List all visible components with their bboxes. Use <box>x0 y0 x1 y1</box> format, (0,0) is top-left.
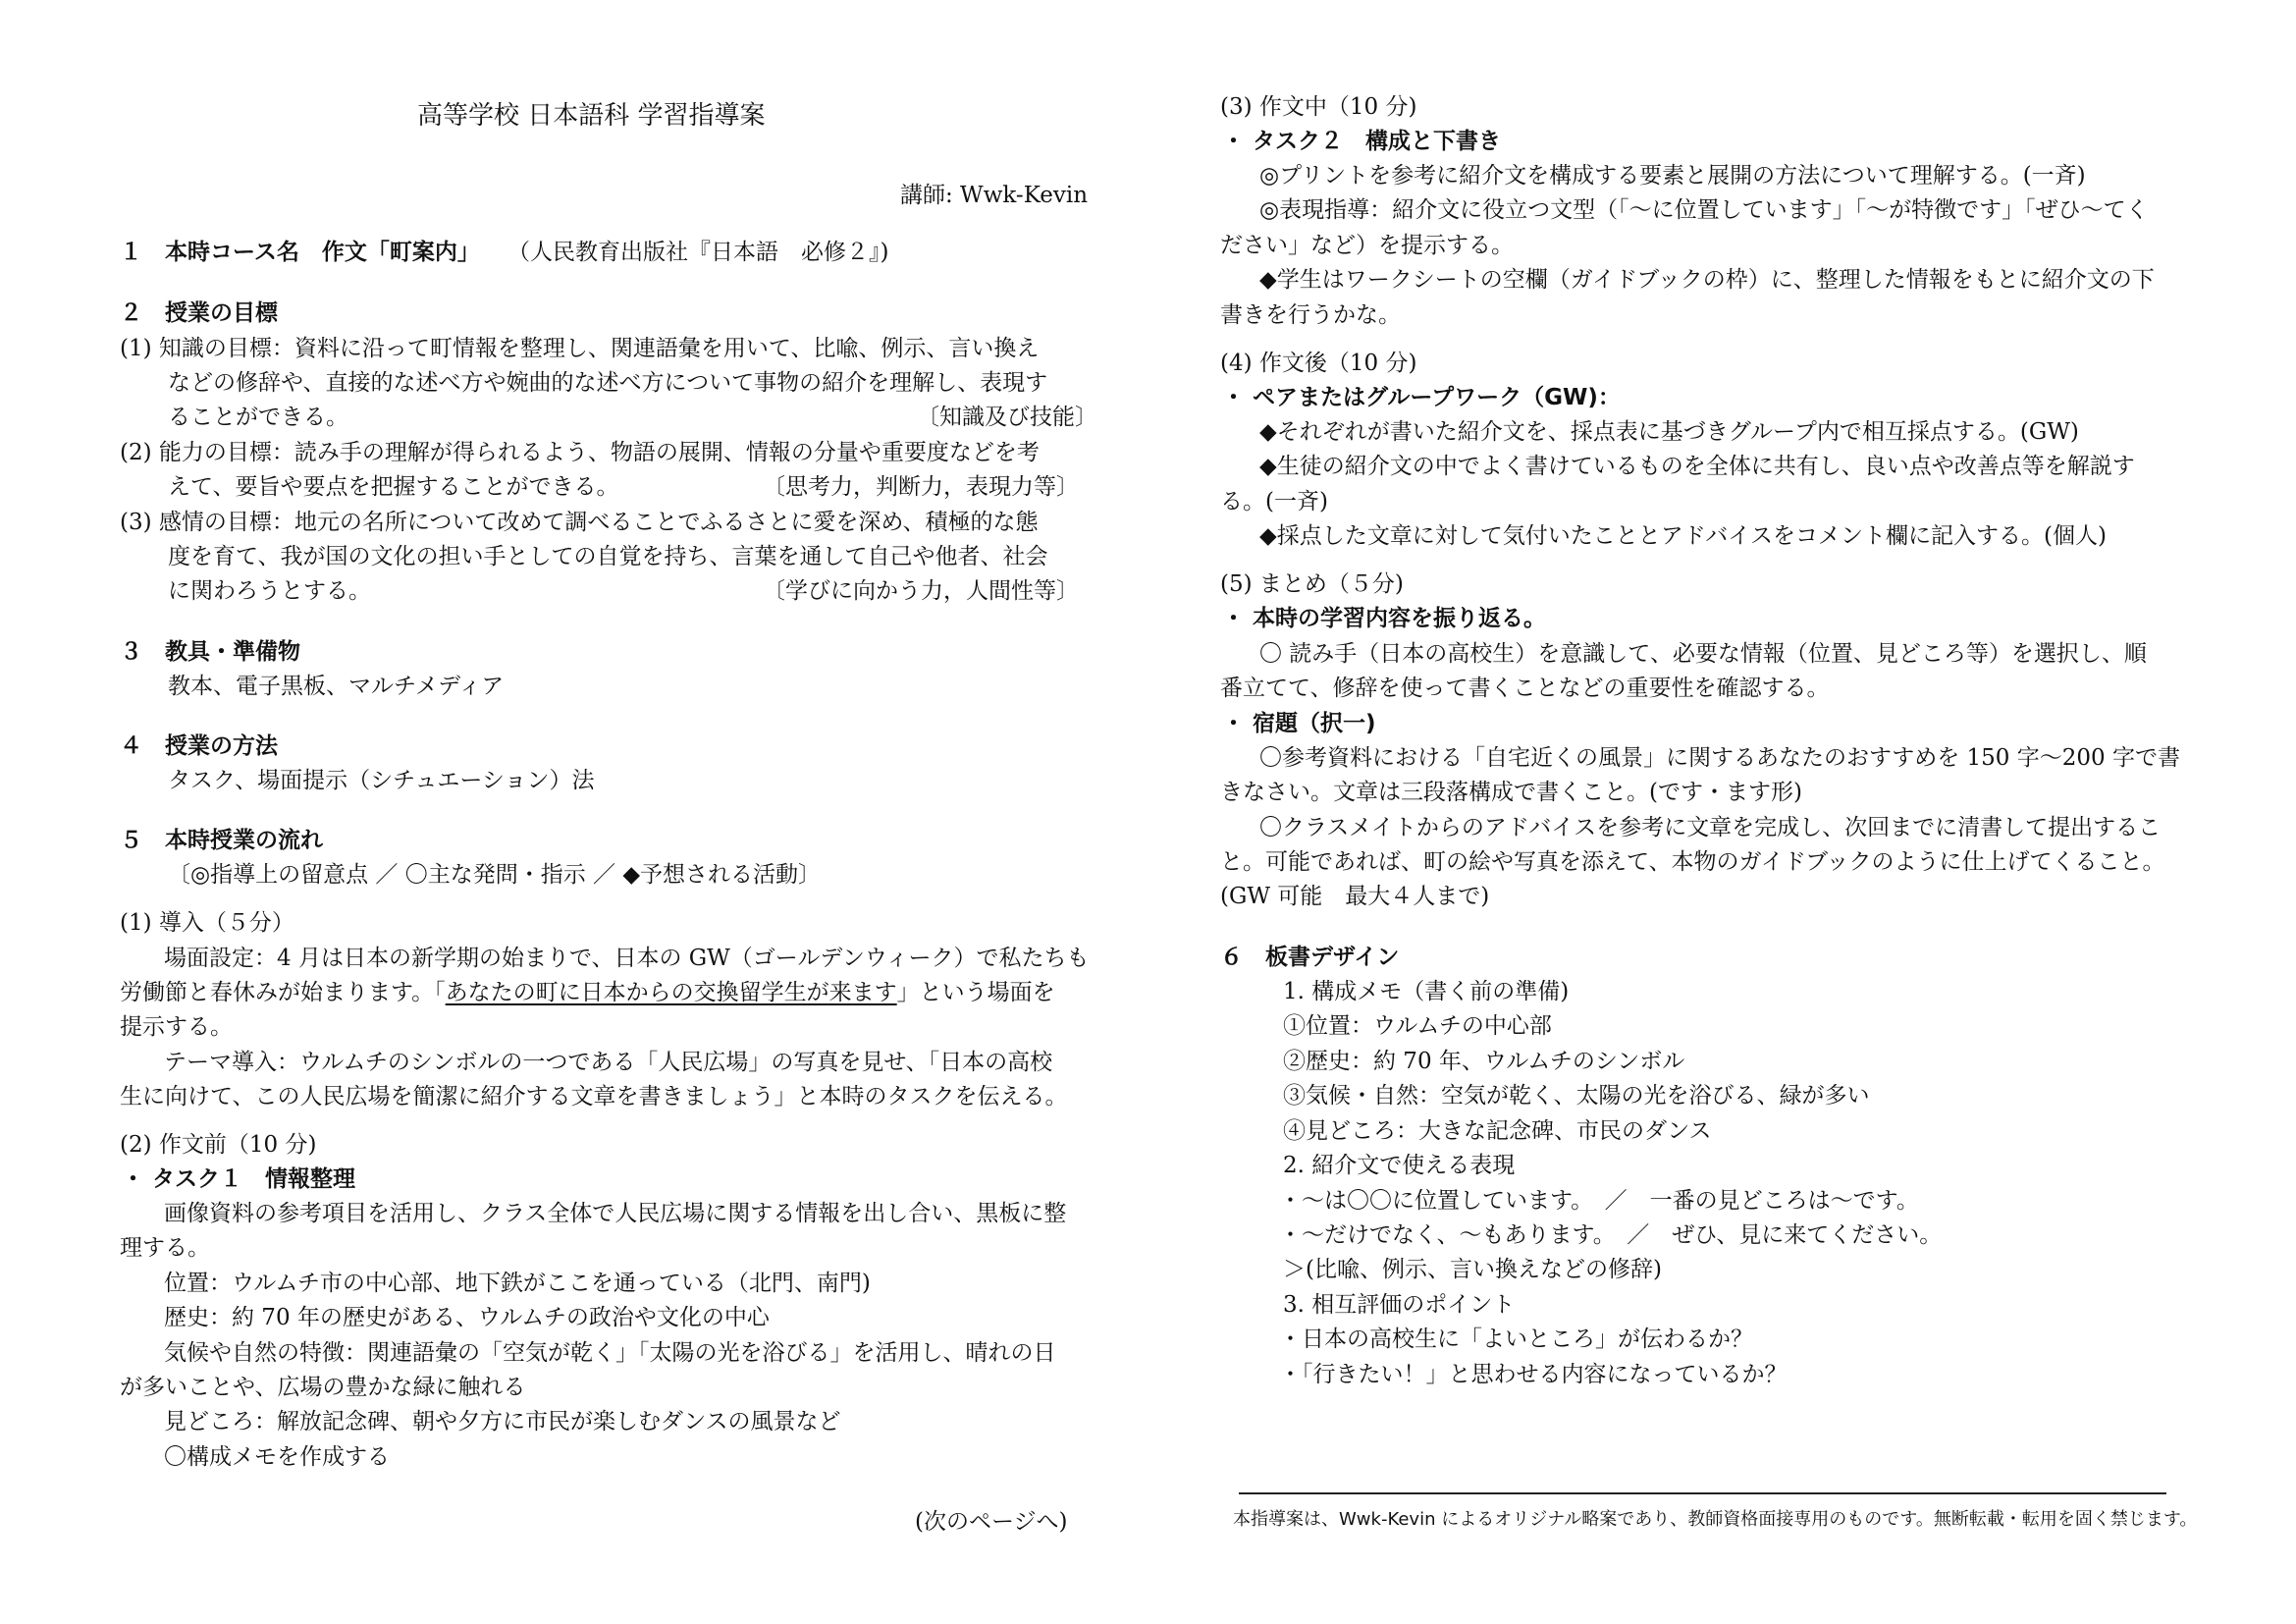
board-item: ①位置：ウルムチの中心部 <box>1283 1013 1552 1039</box>
phase-5-line: 〇 読み手（日本の高校生）を意識して、必要な情報（位置、見どころ等）を選択し、順 <box>1259 641 2147 667</box>
phase-2-line: 歴史：約 70 年の歴史がある、ウルムチの政治や文化の中心 <box>164 1305 770 1330</box>
board-item: ④見どころ：大きな記念碑、市民のダンス <box>1283 1118 1712 1144</box>
phase-4-line: ◆採点した文章に対して気付いたこととアドバイスをコメント欄に記入する。(個人) <box>1259 523 2107 549</box>
phase-5-line: (GW 可能 最大４人まで) <box>1220 884 1490 909</box>
phase-2-line: 見どころ：解放記念碑、朝や夕方に市民が楽しむダンスの風景など <box>164 1409 841 1435</box>
phase-5-line: と。可能であれば、町の絵や写真を添えて、本物のガイドブックのように仕上げてくること。 <box>1220 849 2165 875</box>
goal-line: (3) 感情の目標：地元の名所について改めて調べることでふるさとに愛を深め、積極的な態 <box>120 510 1039 535</box>
board-item: ②歴史：約 70 年、ウルムチのシンボル <box>1283 1049 1685 1074</box>
section-5-legend: 〔◎指導上の留意点 ／ 〇主な発問・指示 ／ ◆予想される活動〕 <box>168 862 822 888</box>
goal-line: 度を育て、我が国の文化の担い手としての自覚を持ち、言葉を通して自己や他者、社会 <box>168 544 1048 569</box>
homework-heading: ・ 宿題（択一) <box>1222 711 1376 736</box>
phase-1-heading: (1) 導入（５分） <box>120 910 294 936</box>
phase-2-line: 気候や自然の特徴：関連語彙の「空気が乾く」「太陽の光を浴びる」を活用し、晴れの日 <box>164 1340 1056 1366</box>
section-1-note: （人民教育出版社『日本語 必修２』) <box>507 240 889 265</box>
board-item: 3. 相互評価のポイント <box>1283 1292 1516 1318</box>
next-page-note: (次のページへ) <box>915 1509 1068 1535</box>
scenario-text: あなたの町に日本からの交換留学生が来ます <box>445 980 897 1005</box>
phase-3-line: ◎表現指導：紹介文に役立つ文型（「～に位置しています」「～が特徴です」「ぜひ～てく <box>1259 197 2149 223</box>
goal-tag: 〔思考力，判断力，表現力等〕 <box>763 474 1079 500</box>
phase-5-line: 〇参考資料における「自宅近くの風景」に関するあなたのおすすめを 150 字～200 字で書 <box>1259 745 2180 771</box>
section-1-heading: １ 本時コース名 作文「町案内」 <box>120 240 480 265</box>
document-title: 高等学校 日本語科 学習指導案 <box>417 101 766 131</box>
board-item: ・～は〇〇に位置しています。 ／ 一番の見どころは～です。 <box>1279 1188 1919 1214</box>
board-item: ＞(比喩、例示、言い換えなどの修辞) <box>1283 1257 1662 1282</box>
section-3-heading: ３ 教具・準備物 <box>120 639 300 665</box>
section-3-body: 教本、電子黒板、マルチメディア <box>168 674 505 699</box>
phase-1-line: 場面設定：4 月は日本の新学期の始まりで、日本の GW（ゴールデンウィーク）で私たちも <box>164 946 1090 971</box>
phase-1-line: テーマ導入：ウルムチのシンボルの一つである「人民広場」の写真を見せ、「日本の高校 <box>164 1050 1053 1075</box>
phase-3-line: 書きを行うかな。 <box>1220 302 1401 328</box>
phase-2-line: が多いことや、広場の豊かな緑に触れる <box>120 1375 526 1400</box>
board-item: ・～だけでなく、～もあります。 ／ ぜひ、見に来てください。 <box>1279 1222 1943 1248</box>
phase-4-line: ◆生徒の紹介文の中でよく書けているものを全体に共有し、良い点や改善点等を解説す <box>1259 454 2135 479</box>
footer-divider <box>1239 1492 2166 1494</box>
phase-2-line: 〇構成メモを作成する <box>164 1444 390 1470</box>
goal-line: などの修辞や、直接的な述べ方や婉曲的な述べ方について事物の紹介を理解し、表現す <box>168 370 1048 396</box>
goal-line: えて、要旨や要点を把握することができる。 <box>168 474 619 500</box>
goal-tag: 〔知識及び技能〕 <box>917 405 1097 430</box>
phase-3-heading: (3) 作文中（10 分) <box>1220 94 1417 120</box>
section-2-heading: ２ 授業の目標 <box>120 300 278 326</box>
task-1-heading: ・ タスク１ 情報整理 <box>122 1166 356 1192</box>
phase-5-heading: (5) まとめ（５分) <box>1220 571 1404 597</box>
teacher-name: 講師: Wwk-Kevin <box>900 183 1089 208</box>
section-5-heading: ５ 本時授業の流れ <box>120 828 323 853</box>
section-6-heading: ６ 板書デザイン <box>1220 945 1400 970</box>
goal-tag: 〔学びに向かう力，人間性等〕 <box>763 578 1079 604</box>
goal-line: (2) 能力の目標：読み手の理解が得られるよう、物語の展開、情報の分量や重要度などを考 <box>120 440 1040 465</box>
phase-2-heading: (2) 作文前（10 分) <box>120 1132 317 1158</box>
phase-3-line: ◆学生はワークシートの空欄（ガイドブックの枠）に、整理した情報をもとに紹介文の下 <box>1259 267 2155 293</box>
copyright-footer: 本指導案は、Wwk-Kevin によるオリジナル略案であり、教師資格面接専用のものです。無断転載・転用を固く禁じます。 <box>1233 1509 2198 1530</box>
phase-1-line: 生に向けて、この人民広場を簡潔に紹介する文章を書きましょう」と本時のタスクを伝える。 <box>120 1084 1068 1110</box>
phase-2-line: 位置：ウルムチ市の中心部、地下鉄がここを通っている（北門、南門) <box>164 1271 871 1296</box>
phase-2-line: 理する。 <box>120 1235 210 1261</box>
phase-4-heading: (4) 作文後（10 分) <box>1220 351 1417 376</box>
phase-3-line: ださい」など）を提示する。 <box>1220 233 1514 258</box>
phase-2-line: 画像資料の参考項目を活用し、クラス全体で人民広場に関する情報を出し合い、黒板に整 <box>164 1201 1067 1226</box>
phase-5-line: 番立てて、修辞を使って書くことなどの重要性を確認する。 <box>1220 676 1830 701</box>
section-4-heading: ４ 授業の方法 <box>120 733 278 759</box>
board-item: 1. 構成メモ（書く前の準備) <box>1283 979 1570 1004</box>
board-item: ③気候・自然：空気が乾く、太陽の光を浴びる、緑が多い <box>1283 1083 1870 1109</box>
goal-line: ることができる。 <box>168 405 348 430</box>
phase-4-line: ◆それぞれが書いた紹介文を、採点表に基づきグループ内で相互採点する。(GW) <box>1259 419 2079 445</box>
phase-4-line: る。(一斉) <box>1220 489 1328 514</box>
phase-1-line: 提示する。 <box>120 1014 233 1040</box>
goal-line: に関わろうとする。 <box>168 578 371 604</box>
board-item: ・｢行きたい！」と思わせる内容になっているか？ <box>1279 1362 1788 1387</box>
review-heading: ・ 本時の学習内容を振り返る。 <box>1222 606 1547 631</box>
phase-3-line: ◎プリントを参考に紹介文を構成する要素と展開の方法について理解する。(一斉) <box>1259 163 2086 189</box>
goal-line: (1) 知識の目標：資料に沿って町情報を整理し、関連語彙を用いて、比喩、例示、言い換え <box>120 336 1040 361</box>
board-item: ・日本の高校生に「よいところ」が伝わるか？ <box>1279 1326 1753 1352</box>
group-work-heading: ・ ペアまたはグループワーク（GW)： <box>1222 385 1621 410</box>
phase-5-line: 〇クラスメイトからのアドバイスを参考に文章を完成し、次回までに清書して提出するこ <box>1259 815 2162 840</box>
board-item: 2. 紹介文で使える表現 <box>1283 1153 1516 1178</box>
section-4-body: タスク、場面提示（シチュエーション）法 <box>168 768 595 793</box>
phase-5-line: きなさい。文章は三段落構成で書くこと。(です・ます形) <box>1220 780 1802 805</box>
phase-1-line: 労働節と春休みが始まります。「あなたの町に日本からの交換留学生が来ます」という場面を <box>120 980 1055 1005</box>
task-2-heading: ・ タスク２ 構成と下書き <box>1222 129 1502 154</box>
